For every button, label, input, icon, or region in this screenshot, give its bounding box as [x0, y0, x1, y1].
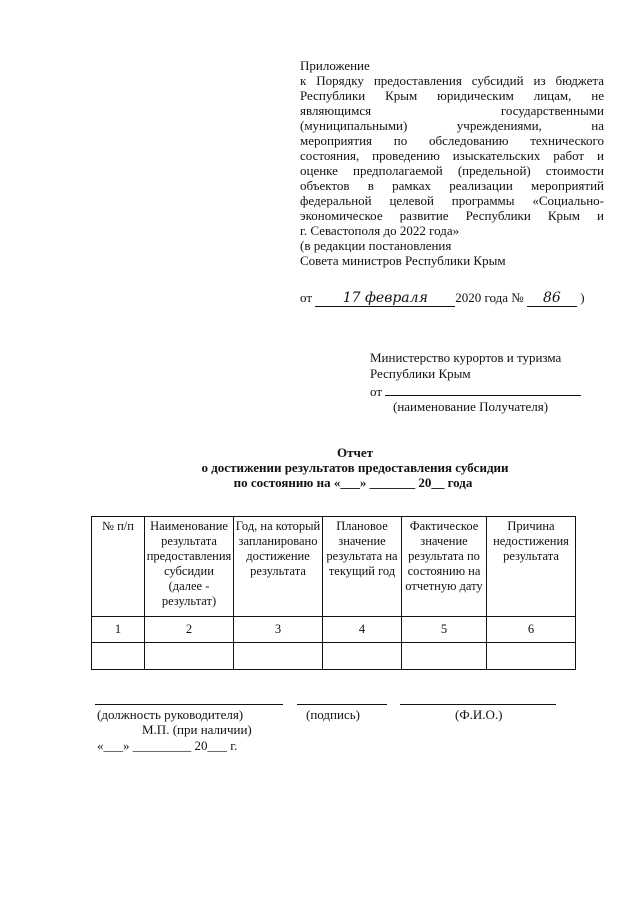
recipient-line-2: Республики Крым	[370, 366, 471, 381]
table-number-cell: 5	[402, 617, 487, 643]
signature-line	[297, 704, 387, 705]
appendix-line: к Порядку предоставления субсидий из бюджета	[300, 73, 604, 88]
table-number-cell: 2	[145, 617, 234, 643]
table-header-cell: Фактическое значение результата по состоянию на отчетную дату	[402, 517, 487, 617]
table-empty-cell	[234, 643, 323, 670]
table-empty-row	[92, 643, 576, 670]
table-header-row	[92, 517, 576, 617]
recipient-blank	[385, 382, 581, 396]
signature-date: «___» _________ 20___ г.	[97, 738, 238, 753]
appendix-title: Приложение	[300, 58, 370, 73]
appendix-line: федеральной целевой программы «Социально-	[300, 193, 604, 208]
table-header-cell: № п/п	[92, 517, 145, 617]
appendix-line: состояния, проведению изыскательских работ и	[300, 148, 604, 163]
fio-line	[400, 704, 556, 705]
report-subtitle: о достижении результатов предоставления субсидии	[201, 460, 509, 475]
appendix-line: Республики Крым юридическим лицам, не	[300, 88, 604, 103]
table-empty-cell	[323, 643, 402, 670]
appendix-line: экономическое развитие Республики Крым и	[300, 208, 604, 223]
table-number-cell: 6	[487, 617, 576, 643]
date-prefix: от	[300, 290, 313, 305]
table-header-cell: Наименование результата предоставления субсидии (далее - результат)	[145, 517, 234, 617]
table-number-cell: 3	[234, 617, 323, 643]
handwritten-date: 17 февраля	[315, 291, 455, 307]
table-number-cell: 4	[323, 617, 402, 643]
edition-line-2: Совета министров Республики Крым	[300, 253, 506, 268]
resolution-date-line	[300, 290, 585, 307]
appendix-last-line: г. Севастополя до 2022 года»	[300, 223, 460, 238]
position-caption: (должность руководителя)	[97, 707, 244, 722]
position-line	[95, 704, 283, 705]
table-header-cell: Плановое значение результата на текущий год	[323, 517, 402, 617]
fio-caption: (Ф.И.О.)	[455, 707, 503, 722]
report-title: Отчет	[337, 445, 373, 460]
table-empty-cell	[92, 643, 145, 670]
stamp-caption: М.П. (при наличии)	[142, 722, 252, 737]
recipient-from-label: от	[370, 384, 383, 399]
closing-bracket: )	[580, 290, 585, 305]
recipient-from	[370, 382, 581, 399]
appendix-line: мероприятия по обследованию технического	[300, 133, 604, 148]
table-header-cell: Год, на который запланировано достижение результата	[234, 517, 323, 617]
appendix-line: (муниципальными) учреждениями, на	[300, 118, 604, 133]
recipient-caption: (наименование Получателя)	[393, 399, 549, 414]
table-header-cell: Причина недостижения результата	[487, 517, 576, 617]
report-table	[91, 516, 576, 670]
handwritten-number: 86	[527, 291, 577, 307]
report-state: по состоянию на «___» _______ 20__ года	[233, 475, 473, 490]
table-number-row	[92, 617, 576, 643]
appendix-line: объектов в рамках реализации мероприятий	[300, 178, 604, 193]
table-empty-cell	[487, 643, 576, 670]
recipient-line-1: Министерство курортов и туризма	[370, 350, 562, 365]
appendix-body	[300, 73, 604, 268]
year-text: 2020 года №	[455, 290, 524, 305]
appendix-line: являющимся государственными	[300, 103, 604, 118]
table-empty-cell	[402, 643, 487, 670]
edition-line-1: (в редакции постановления	[300, 238, 452, 253]
signature-caption: (подпись)	[306, 707, 360, 722]
table-number-cell: 1	[92, 617, 145, 643]
table-empty-cell	[145, 643, 234, 670]
appendix-line: оценке предполагаемой (предельной) стоимости	[300, 163, 604, 178]
